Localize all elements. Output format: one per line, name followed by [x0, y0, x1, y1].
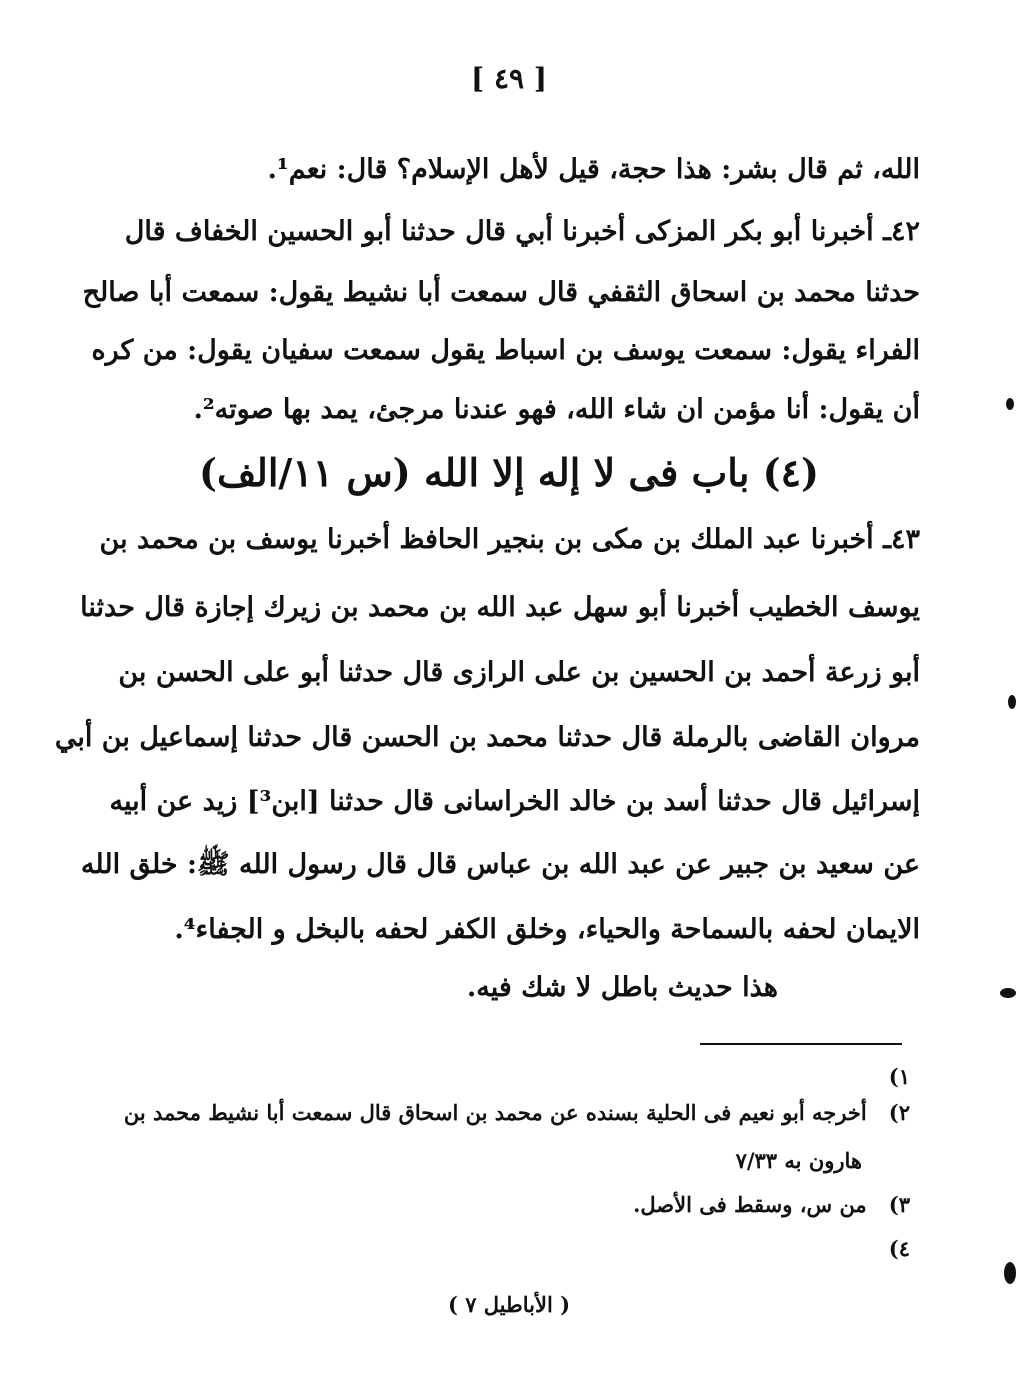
footnote-1 [180, 1062, 910, 1092]
footnote-number: ٣) [888, 1192, 910, 1217]
footnote-text: من س، وسقط فى الأصل. [633, 1192, 867, 1217]
footnote-number: ٤) [888, 1236, 910, 1261]
hadith-line: إسرائيل قال حدثنا أسد بن خالد الخراسانى قال حدثنا [ابن³] زيد عن أبيه [109, 786, 920, 817]
closing-statement: هذا حديث باطل لا شك فيه. [466, 972, 778, 1003]
paragraph-line: حدثنا محمد بن اسحاق الثقفي قال سمعت أبا نشيط يقول: سمعت أبا صالح [82, 277, 920, 308]
page-number: [ ٤٩ ] [470, 62, 548, 95]
scan-speck [1006, 398, 1014, 410]
paragraph-line: أن يقول: أنا مؤمن ان شاء الله، فهو عندنا مرجئ، يمد بها صوته². [193, 394, 920, 425]
footnote-2-continued [180, 1146, 910, 1176]
paragraph-line: الله، ثم قال بشر: هذا حجة، قيل لأهل الإسلام؟ قال: نعم¹. [267, 154, 920, 185]
footnote-number: ٢) [888, 1100, 910, 1125]
footnote-number: ١) [888, 1064, 910, 1089]
hadith-line: أبو زرعة أحمد بن الحسين بن على الرازى قال حدثنا أبو على الحسن بن [118, 657, 920, 688]
scan-speck [1000, 988, 1016, 998]
hadith-line: ٤٣ـ أخبرنا عبد الملك بن مكى بن بنجير الحافظ أخبرنا يوسف بن محمد بن [99, 524, 920, 555]
signature-mark: ( الأباطيل ٧ ) [447, 1292, 571, 1317]
footnote-text: هارون به ٧/٣٣ [735, 1148, 862, 1173]
footnote-text: أخرجه أبو نعيم فى الحلية بسنده عن محمد بن اسحاق قال سمعت أبا نشيط محمد بن [123, 1100, 867, 1125]
footnote-3 [180, 1190, 910, 1220]
paragraph-line: ٤٢ـ أخبرنا أبو بكر المزكى أخبرنا أبي قال حدثنا أبو الحسين الخفاف قال [124, 216, 920, 247]
scan-speck [1004, 1262, 1016, 1284]
footnote-divider [700, 1043, 902, 1045]
footnote-2 [123, 1098, 910, 1128]
hadith-line: مروان القاضى بالرملة قال حدثنا محمد بن الحسن قال حدثنا إسماعيل بن أبي [54, 722, 920, 753]
footnote-4 [180, 1234, 910, 1264]
paragraph-line: الفراء يقول: سمعت يوسف بن اسباط يقول سمعت سفيان يقول: من كره [91, 335, 920, 366]
hadith-line: الايمان لحفه بالسماحة والحياء، وخلق الكفر لحفه بالبخل و الجفاء⁴. [174, 914, 920, 945]
hadith-line: عن سعيد بن جبير عن عبد الله بن عباس قال قال رسول الله ﷺ: خلق الله [80, 849, 920, 880]
scan-speck [1008, 695, 1016, 709]
hadith-line: يوسف الخطيب أخبرنا أبو سهل عبد الله بن محمد بن زيرك إجازة قال حدثنا [80, 592, 920, 623]
chapter-heading: (٤) باب فى لا إله إلا الله (س ١١/الف) [198, 450, 820, 495]
